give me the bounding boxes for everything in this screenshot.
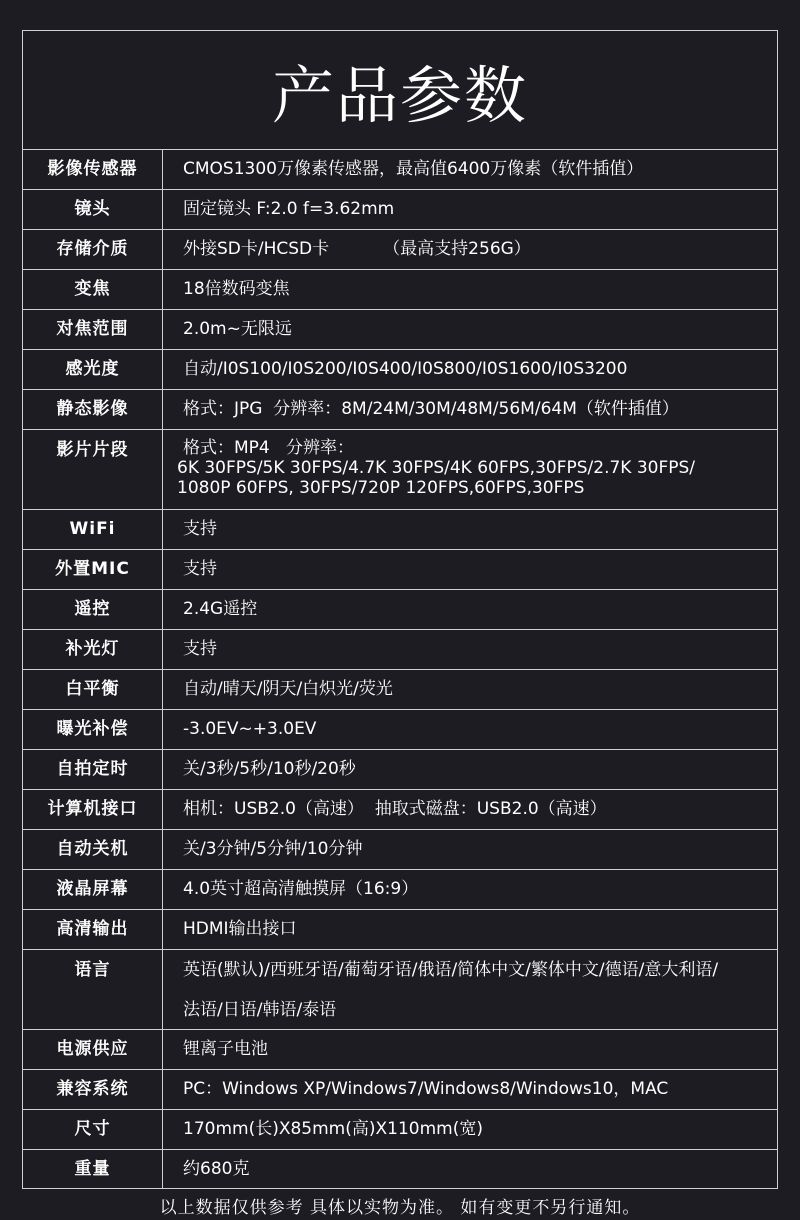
- spec-value: 4.0英寸超高清触摸屏（16:9）: [163, 869, 778, 909]
- spec-value: 锂离子电池: [163, 1029, 778, 1069]
- spec-value: 2.4G遥控: [163, 589, 778, 629]
- spec-row-lcd: [23, 869, 777, 909]
- language-line: 法语/日语/韩语/泰语: [183, 999, 337, 1020]
- spec-row-fill-light: [23, 629, 777, 669]
- spec-row-exposure: [23, 709, 777, 749]
- spec-value: 相机：USB2.0（高速） 抽取式磁盘：USB2.0（高速）: [163, 789, 778, 829]
- spec-row-compatible-os: [23, 1069, 777, 1109]
- spec-label: 兼容系统: [23, 1069, 163, 1109]
- spec-value: 支持: [163, 549, 778, 589]
- disclaimer-note: 以上数据仅供参考 具体以实物为准。 如有变更不另行通知。: [159, 1198, 641, 1218]
- spec-row-still-image: [23, 389, 777, 429]
- spec-label: 感光度: [23, 349, 163, 389]
- spec-row-weight: [23, 1149, 777, 1188]
- video-resolution-line: 1080P 60FPS, 30FPS/720P 120FPS,60FPS,30FPS: [177, 477, 585, 498]
- spec-value: 2.0m~无限远: [163, 309, 778, 349]
- page-title: 产品参数: [23, 31, 777, 150]
- spec-value: 约680克: [163, 1149, 778, 1188]
- spec-label: WiFi: [23, 509, 163, 549]
- spec-row-remote: [23, 589, 777, 629]
- spec-label: 自动关机: [23, 829, 163, 869]
- spec-label: 存储介质: [23, 229, 163, 269]
- spec-label: 液晶屏幕: [23, 869, 163, 909]
- spec-row-dimensions: [23, 1109, 777, 1149]
- spec-label: 语言: [23, 949, 163, 1029]
- spec-label: 曝光补偿: [23, 709, 163, 749]
- spec-row-language: [23, 949, 777, 1029]
- spec-value: HDMI输出接口: [163, 909, 778, 949]
- spec-label: 自拍定时: [23, 749, 163, 789]
- spec-value: 自动/晴天/阴天/白炽光/荧光: [163, 669, 778, 709]
- spec-row-lens: [23, 189, 777, 229]
- spec-label: 计算机接口: [23, 789, 163, 829]
- spec-row-video: [23, 429, 777, 509]
- spec-label: 静态影像: [23, 389, 163, 429]
- spec-value: 关/3分钟/5分钟/10分钟: [163, 829, 778, 869]
- spec-label: 重量: [23, 1149, 163, 1188]
- spec-value: [163, 949, 778, 1029]
- spec-label: 外置MIC: [23, 549, 163, 589]
- spec-row-computer-interface: [23, 789, 777, 829]
- spec-row-wifi: [23, 509, 777, 549]
- spec-label: 补光灯: [23, 629, 163, 669]
- spec-label: 电源供应: [23, 1029, 163, 1069]
- spec-value: CMOS1300万像素传感器，最高值6400万像素（软件插值）: [183, 159, 644, 180]
- video-format-line: 格式：MP4 分辨率：: [183, 437, 354, 458]
- spec-value: 固定镜头 F:2.0 f=3.62mm: [163, 189, 778, 229]
- spec-label: 对焦范围: [23, 309, 163, 349]
- spec-value: PC：Windows XP/Windows7/Windows8/Windows10，MAC: [163, 1069, 778, 1109]
- spec-row-external-mic: [23, 549, 777, 589]
- spec-label: 遥控: [23, 589, 163, 629]
- spec-value: 170mm(长)X85mm(高)X110mm(宽): [163, 1109, 778, 1149]
- spec-value: 自动/I0S100/I0S200/I0S400/I0S800/I0S1600/I0S3200: [163, 349, 778, 389]
- spec-value: 格式：JPG 分辨率：8M/24M/30M/48M/56M/64M（软件插值）: [163, 389, 778, 429]
- spec-value: 支持: [163, 629, 778, 669]
- spec-row-focus-range: [23, 309, 777, 349]
- spec-label: 镜头: [23, 189, 163, 229]
- spec-row-power: [23, 1029, 777, 1069]
- spec-label: 尺寸: [23, 1109, 163, 1149]
- spec-row-zoom: [23, 269, 777, 309]
- spec-value: 18倍数码变焦: [163, 269, 778, 309]
- spec-value: 关/3秒/5秒/10秒/20秒: [163, 749, 778, 789]
- spec-label: 影像传感器: [23, 150, 163, 189]
- spec-row-iso: [23, 349, 777, 389]
- spec-row-hd-output: [23, 909, 777, 949]
- spec-label: 变焦: [23, 269, 163, 309]
- spec-row-white-balance: [23, 669, 777, 709]
- video-resolution-line: 6K 30FPS/5K 30FPS/4.7K 30FPS/4K 60FPS,30FPS/2.7K 30FPS/: [177, 457, 696, 478]
- spec-sheet: [22, 30, 778, 1189]
- spec-label: 白平衡: [23, 669, 163, 709]
- spec-row-self-timer: [23, 749, 777, 789]
- spec-value: [163, 429, 778, 509]
- spec-value: 支持: [163, 509, 778, 549]
- spec-row-sensor: [23, 150, 777, 189]
- spec-value: 外接SD卡/HCSD卡 （最高支持256G）: [163, 229, 778, 269]
- spec-row-auto-off: [23, 829, 777, 869]
- spec-table: [23, 150, 777, 1188]
- language-line: 英语(默认)/西班牙语/葡萄牙语/俄语/简体中文/繁体中文/德语/意大利语/: [183, 959, 719, 980]
- spec-label: 高清输出: [23, 909, 163, 949]
- spec-label: 影片片段: [23, 429, 163, 509]
- spec-value: -3.0EV~+3.0EV: [163, 709, 778, 749]
- spec-row-storage: [23, 229, 777, 269]
